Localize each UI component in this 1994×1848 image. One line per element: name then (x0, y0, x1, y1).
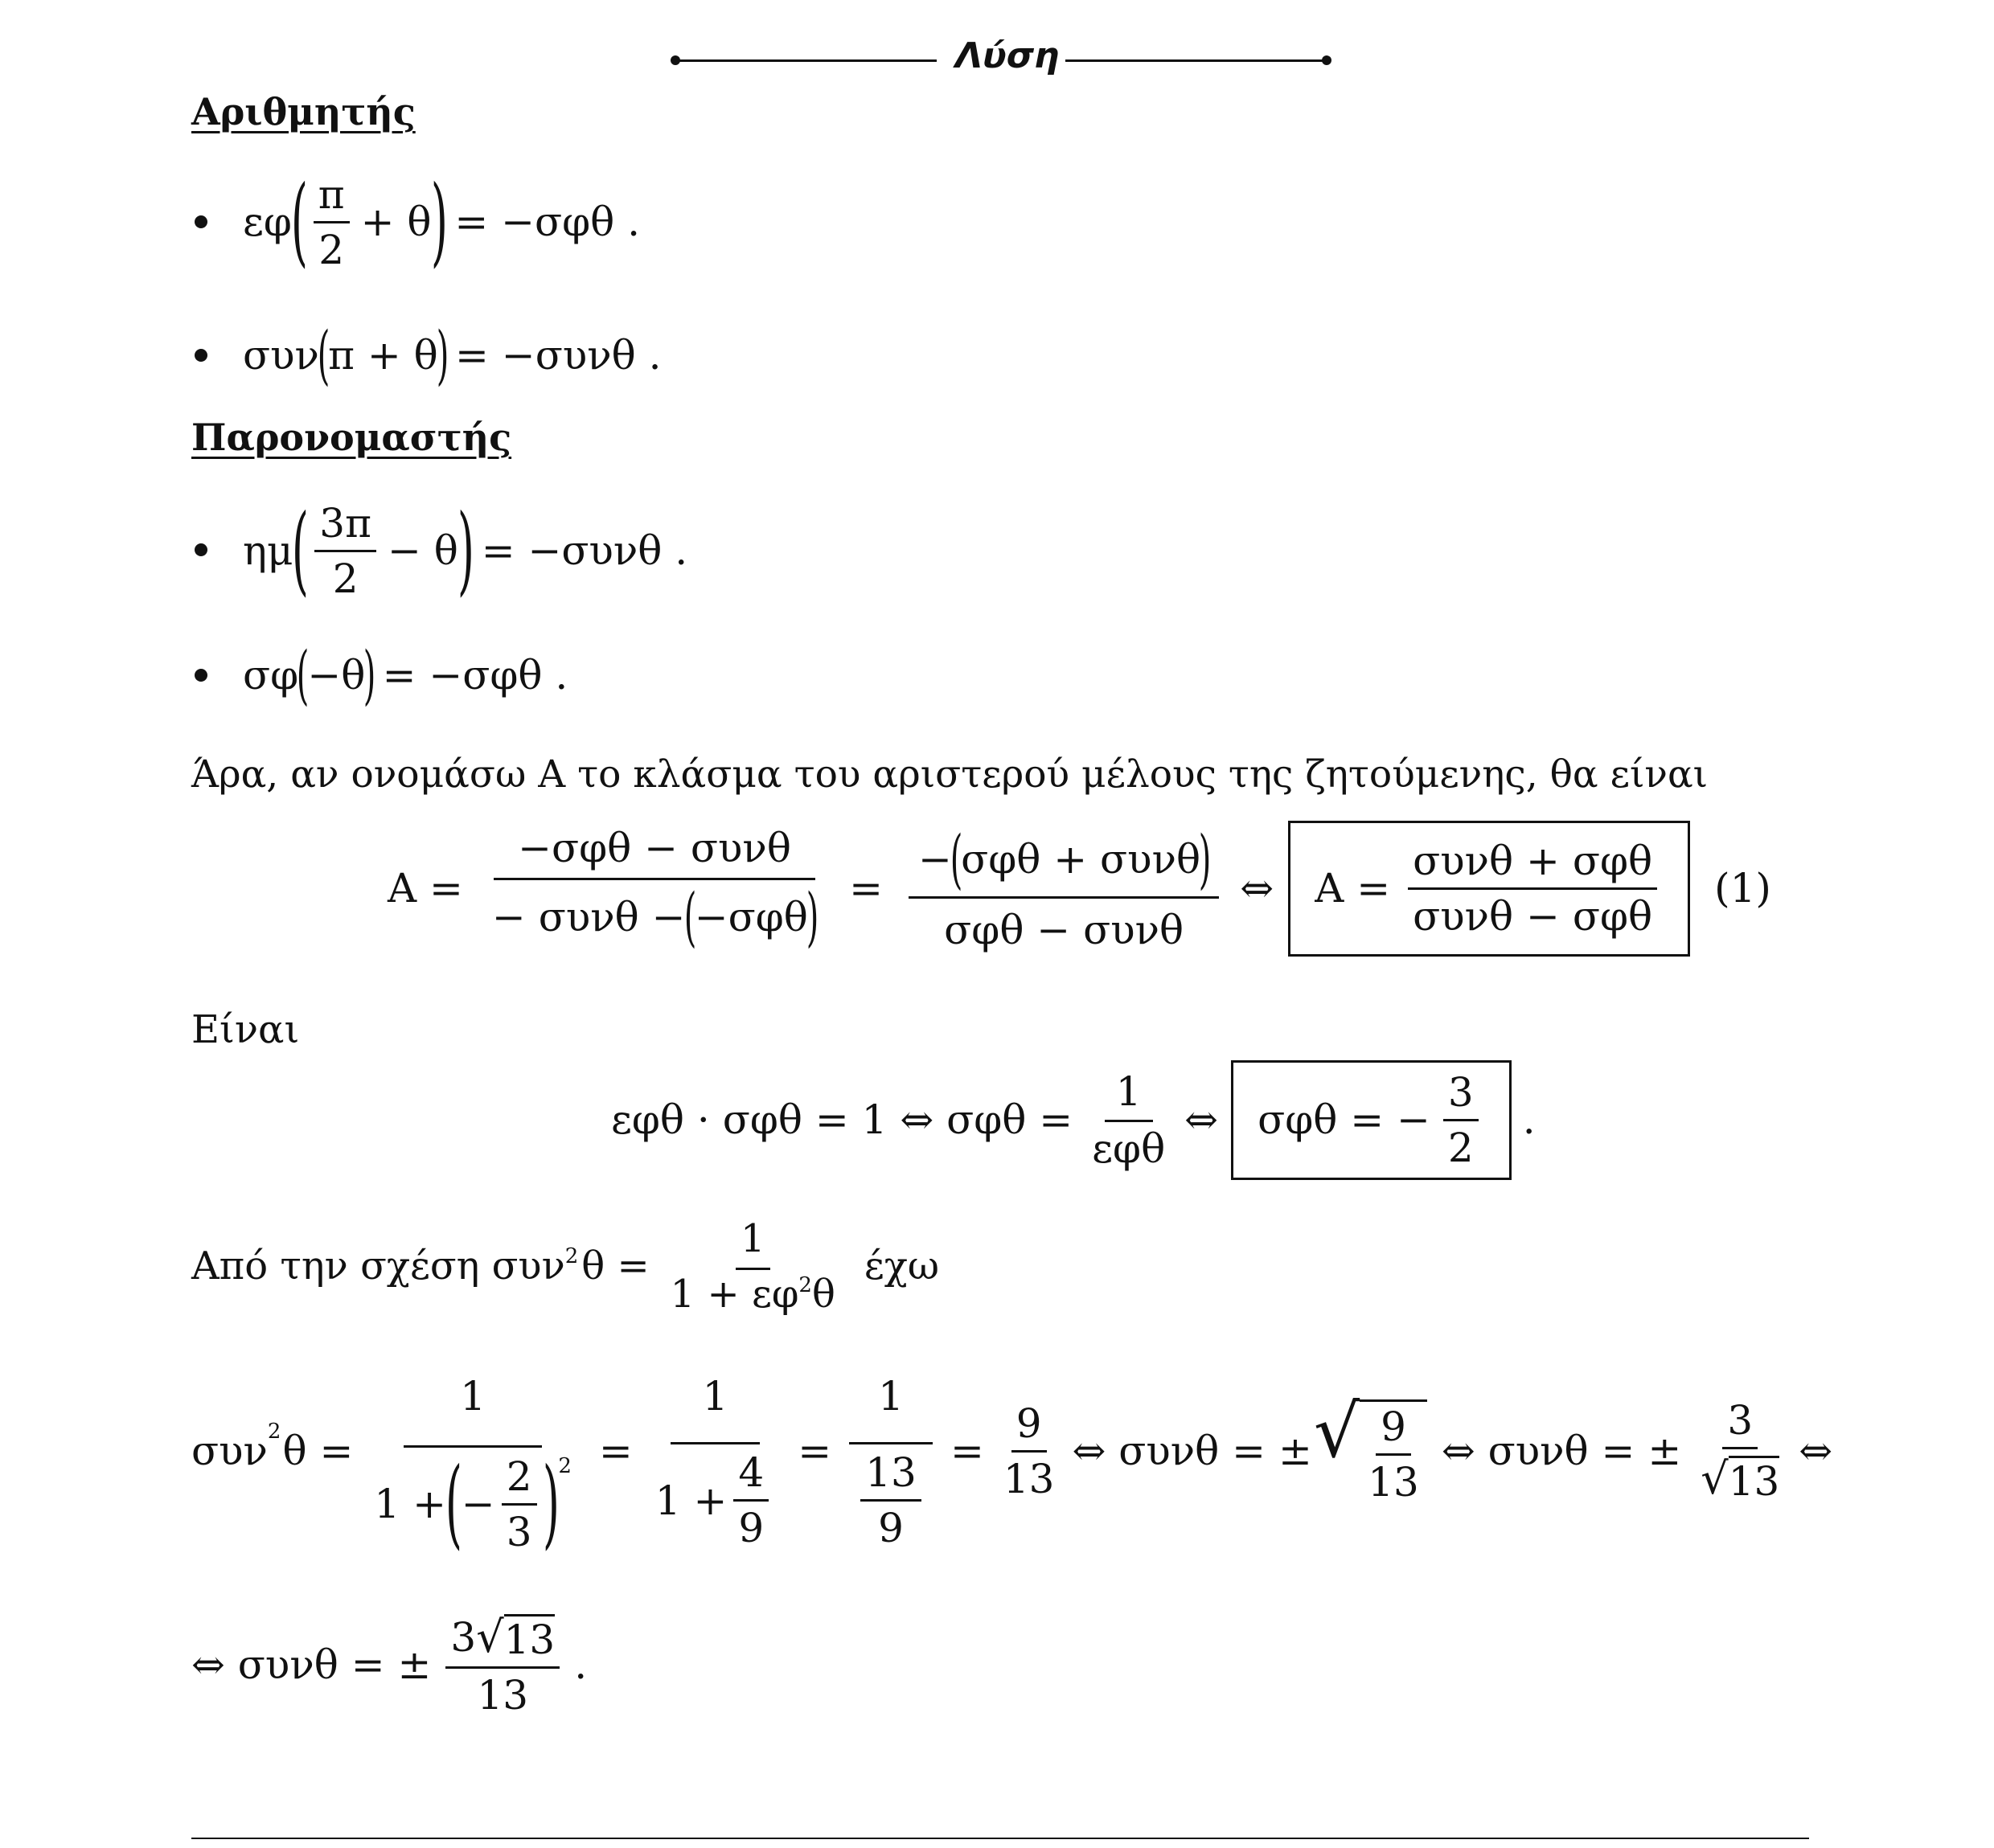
iff-sign: ⇔ (1184, 1096, 1219, 1143)
fraction (999, 1399, 1060, 1502)
eq-lhs: Α = (388, 865, 463, 912)
frac-den: 9 (878, 1505, 904, 1551)
relation-sentence (191, 1214, 939, 1318)
radical-sign: √ (476, 1611, 504, 1662)
fraction (650, 1373, 780, 1551)
frac-den (855, 1444, 926, 1551)
text-part: Από την σχέση συν (191, 1244, 565, 1289)
boxed-result (1231, 1060, 1512, 1180)
frac-num: 9 (1376, 1407, 1411, 1456)
frac-num (909, 821, 1219, 899)
iff-sign: ⇔ (1240, 865, 1274, 912)
den-part: −σφθ (694, 893, 808, 940)
left-paren: ( (317, 318, 330, 392)
equals-sign: = (849, 865, 883, 912)
fraction (909, 821, 1219, 953)
eq-part: εφθ · σφθ = 1 ⇔ σφθ = (611, 1096, 1073, 1143)
fraction (1696, 1397, 1784, 1505)
frac-den: σφθ − συνθ (944, 906, 1184, 953)
frac-num: 2 (502, 1457, 537, 1506)
fraction (1408, 837, 1657, 940)
frac-num (445, 1611, 560, 1669)
frac-den: 13 (477, 1672, 529, 1719)
superscript: 2 (798, 1272, 812, 1297)
expr-result: = −σφθ . (382, 652, 568, 699)
expr-result: = −συνθ . (455, 332, 662, 379)
fn-name: συν (243, 332, 319, 379)
radicand: 13 (504, 1614, 556, 1660)
expr-rest: + θ (360, 199, 432, 245)
frac-den (487, 879, 822, 954)
box-lhs: σφθ = − (1258, 1096, 1430, 1143)
superscript: 2 (267, 1420, 281, 1444)
frac-num: 3 (1722, 1400, 1758, 1449)
equals-sign: = (950, 1428, 984, 1474)
numerator-item-2 (243, 318, 662, 392)
fraction (849, 1373, 933, 1551)
paragraph-text: Είναι (191, 1007, 300, 1052)
period: . (574, 1641, 588, 1688)
bullet (195, 349, 207, 362)
text-part: θ = (581, 1244, 650, 1289)
equation-tag: (1) (1714, 865, 1771, 912)
inner-fraction (733, 1449, 769, 1551)
num-part: σφθ + συνθ (961, 835, 1201, 883)
denominator-item-2 (243, 637, 568, 712)
expr-result: = −σφθ . (454, 199, 641, 245)
frac-num: π (314, 174, 350, 223)
right-paren: ) (1198, 821, 1212, 896)
inner-fraction (502, 1453, 537, 1555)
frac-den: 2 (332, 555, 359, 602)
frac-den: 9 (738, 1505, 765, 1551)
superscript: 2 (564, 1244, 579, 1268)
den-part: 1 + εφ (670, 1271, 799, 1317)
frac-num: −σφθ − συνθ (494, 828, 815, 880)
fn-name: σφ (243, 652, 299, 699)
frac-den: εφθ (1092, 1125, 1166, 1172)
title-rule-right-dot (1322, 55, 1331, 65)
left-paren: ( (683, 879, 696, 954)
radical-sign: √ (1701, 1453, 1729, 1504)
equation-4 (191, 1604, 587, 1725)
denominator-item-1 (243, 494, 687, 608)
iff-part: ⇔ συνθ = ± (1441, 1428, 1682, 1474)
equals-sign: = (598, 1428, 633, 1474)
coefficient: 3 (450, 1613, 477, 1661)
fraction (1443, 1068, 1479, 1171)
equation-1 (388, 820, 1771, 957)
left-paren: ( (296, 637, 310, 712)
frac-num: 1 (849, 1376, 933, 1444)
boxed-result (1288, 821, 1690, 957)
fraction (445, 1611, 560, 1719)
equals-sign: = (798, 1428, 832, 1474)
lhs-part: θ = (282, 1428, 354, 1474)
frac-den (369, 1448, 576, 1559)
frac-den: 13 (1368, 1459, 1419, 1506)
left-paren: ( (950, 821, 963, 896)
den-part: 1 + (654, 1477, 728, 1524)
fraction (314, 499, 376, 602)
den-part: 1 + (374, 1481, 446, 1527)
bullet (195, 215, 207, 228)
left-paren: ( (290, 166, 308, 277)
frac-num: συνθ + σφθ (1408, 841, 1657, 890)
fraction (666, 1215, 840, 1317)
frac-den (1696, 1449, 1784, 1505)
frac-num: 9 (1011, 1403, 1047, 1453)
frac-num: 4 (733, 1453, 769, 1502)
equation-3 (191, 1358, 1833, 1559)
superscript: 2 (558, 1454, 572, 1478)
left-paren: ( (292, 494, 310, 606)
radicand: 13 (1729, 1456, 1780, 1502)
page-title: Λύση (955, 35, 1060, 76)
frac-num: 1 (1105, 1072, 1153, 1122)
numerator-item-1 (243, 165, 640, 279)
fn-arg: −θ (307, 652, 366, 699)
title-rule-right (1065, 59, 1324, 62)
frac-den: συνθ − σφθ (1413, 892, 1653, 940)
expr-rest: − θ (387, 527, 458, 574)
inner-fraction (860, 1449, 921, 1551)
fraction (314, 170, 350, 273)
paragraph-text: Άρα, αν ονομάσω Α το κλάσμα του αριστερού μέλους της ζητούμενης, θα είναι (191, 752, 1709, 797)
fn-name: ημ (243, 527, 293, 574)
bullet (195, 543, 207, 556)
denominator-heading: Παρονομαστής (191, 416, 512, 459)
box-lhs: Α = (1315, 865, 1391, 912)
page-bottom-rule (191, 1838, 1809, 1839)
frac-den: 2 (1447, 1124, 1474, 1171)
frac-num: 3π (314, 503, 376, 552)
den-part: − (461, 1481, 495, 1527)
frac-num: 1 (404, 1376, 542, 1448)
iff-sign: ⇔ (1799, 1428, 1833, 1474)
radicand (1360, 1399, 1427, 1506)
right-paren: ) (542, 1448, 560, 1559)
right-paren: ) (436, 318, 449, 392)
right-paren: ) (430, 166, 448, 277)
right-paren: ) (457, 494, 474, 606)
period: . (1522, 1096, 1536, 1143)
equation-2 (611, 1059, 1536, 1180)
left-paren: ( (445, 1448, 462, 1559)
right-paren: ) (363, 637, 376, 712)
den-part: θ (811, 1271, 835, 1317)
frac-den: 2 (318, 226, 345, 273)
frac-den (650, 1444, 780, 1551)
fraction (369, 1373, 576, 1559)
fraction (487, 824, 822, 954)
fn-arg: π + θ (328, 332, 438, 379)
right-paren: ) (806, 879, 819, 954)
title-rule-left (675, 59, 937, 62)
radical-sign: √ (1313, 1390, 1360, 1474)
den-part: − συνθ − (491, 893, 686, 940)
expr-result: = −συνθ . (481, 527, 688, 574)
frac-den (666, 1270, 840, 1317)
bullet (195, 669, 207, 682)
frac-num: 1 (736, 1219, 770, 1270)
fraction (1087, 1067, 1170, 1172)
numerator-heading: Αριθμητής (191, 90, 416, 133)
lhs-part: συν (191, 1428, 268, 1474)
eq-part: ⇔ συνθ = ± (191, 1641, 432, 1688)
text-part: έχω (864, 1244, 939, 1289)
frac-den: 13 (1003, 1455, 1055, 1502)
frac-num: 3 (1443, 1072, 1479, 1121)
num-part: − (918, 835, 952, 883)
fraction (1363, 1403, 1424, 1506)
square-root (1313, 1390, 1427, 1506)
fn-name: εφ (243, 199, 292, 245)
frac-num: 1 (671, 1376, 761, 1444)
frac-den: 3 (506, 1508, 532, 1555)
iff-part: ⇔ συνθ = ± (1072, 1428, 1312, 1474)
frac-num: 13 (860, 1453, 921, 1502)
